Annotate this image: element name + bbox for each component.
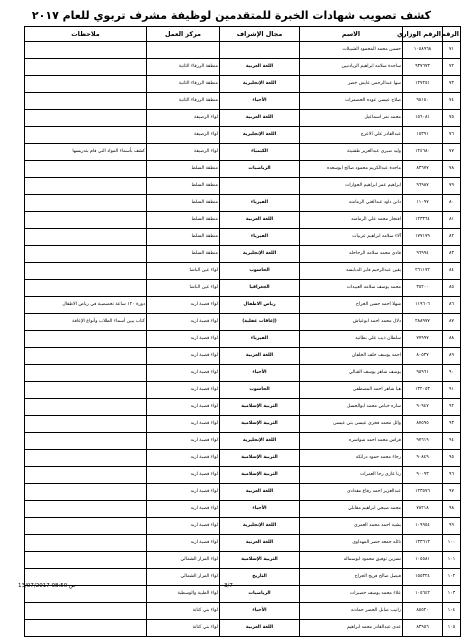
cell-name: محمد نمر اسماعيل bbox=[300, 110, 403, 127]
cell-work-center: لواء بني كنانة bbox=[147, 603, 220, 620]
cell-supervision-field: الفيزياء bbox=[220, 195, 300, 212]
cell-ministry-id: ١٧٧١٧٩ bbox=[403, 229, 443, 246]
cell-supervision-field: الرياضيات bbox=[220, 586, 300, 603]
cell-name: رانيب صابل الخضر حمادنه bbox=[300, 603, 403, 620]
cell-notes bbox=[25, 603, 147, 620]
column-header-seq: الرقم bbox=[443, 27, 461, 42]
cell-work-center: لواء قصبة اربد bbox=[147, 399, 220, 416]
cell-name: دلال محمد احمد ابوعياش bbox=[300, 314, 403, 331]
cell-work-center: لواء قصبة اربد bbox=[147, 501, 220, 518]
cell-work-center: لواء قصبة اربد bbox=[147, 314, 220, 331]
cell-notes bbox=[25, 42, 147, 59]
table-row bbox=[25, 620, 461, 637]
cell-notes bbox=[25, 127, 147, 144]
table-row bbox=[25, 586, 461, 603]
cell-ministry-id: ١٠٥٦٤٢ bbox=[403, 586, 443, 603]
cell-seq: ١٠٥ bbox=[443, 620, 461, 637]
cell-notes: كتاب يبين أسماء الطلاب وأنواع الإعاقة bbox=[25, 314, 147, 331]
cell-ministry-id: ٢٨٨٩٧٧ bbox=[403, 314, 443, 331]
cell-name: دانن داود عبدالغني الرمامنه bbox=[300, 195, 403, 212]
column-header-work-center: مركز العمل bbox=[147, 27, 220, 42]
table-row bbox=[25, 348, 461, 365]
cell-supervision-field: التاريخ bbox=[220, 569, 300, 586]
cell-ministry-id: ٨٣٩٥٦ bbox=[403, 620, 443, 637]
cell-notes bbox=[25, 365, 147, 382]
cell-name: رنا غازي رجا العمرات bbox=[300, 467, 403, 484]
cell-work-center: لواء قصبة اربد bbox=[147, 535, 220, 552]
cell-supervision-field: اللغة الإنجليزية bbox=[220, 246, 300, 263]
cell-seq: ٨٥ bbox=[443, 280, 461, 297]
table-row bbox=[25, 110, 461, 127]
cell-ministry-id: ٨٥٥٢٠ bbox=[403, 603, 443, 620]
cell-work-center: لواء قصبة اربد bbox=[147, 331, 220, 348]
cell-supervision-field: الفيزياء bbox=[220, 331, 300, 348]
cell-work-center: منطقة الزرقاء الثانية bbox=[147, 76, 220, 93]
cell-seq: ٩٥ bbox=[443, 450, 461, 467]
cell-name: علاء محمد يوسف خصبرات bbox=[300, 586, 403, 603]
cell-seq: ٩٢ bbox=[443, 399, 461, 416]
cell-ministry-id: ١٣٣٦١٣ bbox=[403, 535, 443, 552]
cell-seq: ٧٦ bbox=[443, 127, 461, 144]
cell-seq: ١٠٢ bbox=[443, 569, 461, 586]
cell-work-center: لواء عين الباشا bbox=[147, 280, 220, 297]
cell-name: ساره خباص محمد ابوالحسل bbox=[300, 399, 403, 416]
table-row bbox=[25, 382, 461, 399]
cell-notes bbox=[25, 178, 147, 195]
table-row bbox=[25, 467, 461, 484]
cell-seq: ٨٨ bbox=[443, 331, 461, 348]
cell-notes bbox=[25, 535, 147, 552]
cell-supervision-field: اللغة العربية bbox=[220, 620, 300, 637]
table-row bbox=[25, 603, 461, 620]
cell-ministry-id: ٨٧٥٩٥ bbox=[403, 416, 443, 433]
cell-notes: كشف بأسماء المواد التي قام بتدريسها bbox=[25, 144, 147, 161]
cell-name: يوسف شاهر يوسف القبالي bbox=[300, 365, 403, 382]
cell-notes bbox=[25, 59, 147, 76]
cell-seq: ١٠٠ bbox=[443, 535, 461, 552]
cell-ministry-id: ٩٥١٥٠ bbox=[403, 93, 443, 110]
cell-name: رجاء محمد حمود دراتكه bbox=[300, 450, 403, 467]
cell-ministry-id: ١٠٩٩٥٤ bbox=[403, 518, 443, 535]
table-header bbox=[25, 27, 461, 42]
cell-work-center: لواء الطيبة والوسطية bbox=[147, 586, 220, 603]
cell-work-center: لواء الرصيفة bbox=[147, 110, 220, 127]
cell-supervision-field: (إعاقات عقلية) bbox=[220, 314, 300, 331]
cell-ministry-id: ٨٠٥٣٧ bbox=[403, 348, 443, 365]
cell-work-center: لواء قصبة اربد bbox=[147, 484, 220, 501]
cell-name: محمد يوسف سلامه العبيدات bbox=[300, 280, 403, 297]
table-row bbox=[25, 552, 461, 569]
cell-seq: ٧٣ bbox=[443, 76, 461, 93]
cell-supervision-field: التربية الإسلامية bbox=[220, 552, 300, 569]
cell-notes bbox=[25, 161, 147, 178]
cell-ministry-id: ٨٣٦٧٧ bbox=[403, 161, 443, 178]
cell-work-center: لواء بني كنانة bbox=[147, 620, 220, 637]
cell-work-center: منطقة السلط bbox=[147, 195, 220, 212]
cell-ministry-id: ٢٦١١٧٢ bbox=[403, 263, 443, 280]
cell-seq: ٨٦ bbox=[443, 297, 461, 314]
table-row bbox=[25, 161, 461, 178]
cell-notes: دورة ١٢٠ ساعة تخصصية في رياض الاطفال bbox=[25, 297, 147, 314]
cell-ministry-id: ١٥٥٣٢٤ bbox=[403, 569, 443, 586]
cell-supervision-field: الرياضيات bbox=[220, 161, 300, 178]
cell-work-center: لواء عين الباشا bbox=[147, 263, 220, 280]
cell-ministry-id: ١٥٣٩١ bbox=[403, 127, 443, 144]
cell-seq: ٨٧ bbox=[443, 314, 461, 331]
cell-supervision-field bbox=[220, 178, 300, 195]
cell-seq: ٩٣ bbox=[443, 416, 461, 433]
table-row bbox=[25, 263, 461, 280]
cell-notes bbox=[25, 620, 147, 637]
table-row bbox=[25, 569, 461, 586]
cell-name: هيا شاهر احمد المصطفى bbox=[300, 382, 403, 399]
cell-name: عدي عبدالقادر محمد ابراهيم bbox=[300, 620, 403, 637]
cell-ministry-id: ٧٨٢١٨ bbox=[403, 501, 443, 518]
cell-supervision-field: الأحياء bbox=[220, 603, 300, 620]
table-row bbox=[25, 59, 461, 76]
cell-supervision-field: الأحياء bbox=[220, 93, 300, 110]
cell-ministry-id: ٩٧٦١٩ bbox=[403, 433, 443, 450]
cell-work-center: لواء قصبة اربد bbox=[147, 297, 220, 314]
cell-seq: ٩٨ bbox=[443, 501, 461, 518]
cell-name: نسرين توفيق محمود ابوسماله bbox=[300, 552, 403, 569]
cell-ministry-id: ١٠٥٥٨١ bbox=[403, 552, 443, 569]
cell-supervision-field: اللغة العربية bbox=[220, 484, 300, 501]
table-row bbox=[25, 76, 461, 93]
cell-ministry-id: ٩٦٩٨٧ bbox=[403, 178, 443, 195]
cell-work-center: لواء المزار الشمالي bbox=[147, 569, 220, 586]
footer-page-number: 3/7 bbox=[224, 583, 233, 589]
cell-ministry-id: ٧٧٩٩٧ bbox=[403, 331, 443, 348]
cell-seq: ٩٤ bbox=[443, 433, 461, 450]
cell-seq: ٨١ bbox=[443, 212, 461, 229]
cell-supervision-field: اللغة الإنجليزية bbox=[220, 76, 300, 93]
cell-supervision-field: الحاسوب bbox=[220, 382, 300, 399]
cell-ministry-id: ١٠٥٨٩٦٨ bbox=[403, 42, 443, 59]
cell-ministry-id: ٩٦٩٩٤ bbox=[403, 246, 443, 263]
cell-notes bbox=[25, 280, 147, 297]
cell-seq: ١٠٤ bbox=[443, 603, 461, 620]
cell-name: فراس محمد احمد شواشره bbox=[300, 433, 403, 450]
cell-notes bbox=[25, 416, 147, 433]
cell-work-center: منطقة السلط bbox=[147, 246, 220, 263]
table-row bbox=[25, 127, 461, 144]
cell-work-center: لواء المزار الشمالي bbox=[147, 552, 220, 569]
cell-name: نائله جمعه خضر المهداوي bbox=[300, 535, 403, 552]
cell-ministry-id: ١٢٣٣٦٤ bbox=[403, 212, 443, 229]
cell-supervision-field: التربية الإسلامية bbox=[220, 450, 300, 467]
cell-supervision-field bbox=[220, 42, 300, 59]
table-row bbox=[25, 399, 461, 416]
table-body bbox=[25, 42, 461, 637]
table-row bbox=[25, 144, 461, 161]
cell-seq: ٨٤ bbox=[443, 263, 461, 280]
cell-supervision-field: التربية الإسلامية bbox=[220, 399, 300, 416]
cell-name: حسين محمد المحمود الشبيلات bbox=[300, 42, 403, 59]
cell-notes bbox=[25, 382, 147, 399]
cell-ministry-id: ١٥٦٠٨١ bbox=[403, 110, 443, 127]
cell-ministry-id: ٩٠٨٤٩ bbox=[403, 450, 443, 467]
cell-notes bbox=[25, 212, 147, 229]
cell-name: فادي محمد سلامه الرحاحله bbox=[300, 246, 403, 263]
column-header-name: الاسم bbox=[300, 27, 403, 42]
cell-supervision-field: اللغة الإنجليزية bbox=[220, 127, 300, 144]
cell-name: ساجدة سلامه ابراهيم الزيادنيين bbox=[300, 59, 403, 76]
cell-seq: ٧٩ bbox=[443, 178, 461, 195]
cell-work-center: لواء قصبة اربد bbox=[147, 365, 220, 382]
cell-work-center: لواء قصبة اربد bbox=[147, 433, 220, 450]
cell-notes bbox=[25, 484, 147, 501]
table-row bbox=[25, 433, 461, 450]
cell-notes bbox=[25, 518, 147, 535]
cell-notes bbox=[25, 450, 147, 467]
cell-seq: ١٠٣ bbox=[443, 586, 461, 603]
cell-name: عبدالعزيز احمد رفاع مقدادي bbox=[300, 484, 403, 501]
document-title: كشف تصويب شهادات الخبرة للمتقدمين لوظيفة مشرف تربوي للعام ٢٠١٧ bbox=[31, 9, 432, 22]
cell-supervision-field: اللغة العربية bbox=[220, 59, 300, 76]
cell-supervision-field: الأحياء bbox=[220, 365, 300, 382]
cell-supervision-field: اللغة الإنجليزية bbox=[220, 518, 300, 535]
cell-supervision-field: الأحياء bbox=[220, 501, 300, 518]
cell-work-center: منطقة الزرقاء الثانية bbox=[147, 93, 220, 110]
cell-notes bbox=[25, 399, 147, 416]
cell-ministry-id: ٩٣٧٦٧٣ bbox=[403, 59, 443, 76]
cell-seq: ٨٢ bbox=[443, 229, 461, 246]
cell-work-center: لواء قصبة اربد bbox=[147, 450, 220, 467]
cell-notes bbox=[25, 433, 147, 450]
table-row bbox=[25, 365, 461, 382]
table-row bbox=[25, 484, 461, 501]
cell-name: سلطان ذيب علي بطانيه bbox=[300, 331, 403, 348]
table-row bbox=[25, 212, 461, 229]
cell-ministry-id: ٩٥٩٦١ bbox=[403, 365, 443, 382]
cell-name: ابراهيم عمر ابراهيم الحوارات bbox=[300, 178, 403, 195]
cell-work-center: لواء الرصيفة bbox=[147, 144, 220, 161]
cell-supervision-field: الحاسوب bbox=[220, 263, 300, 280]
cell-seq: ٧٧ bbox=[443, 144, 461, 161]
cell-notes bbox=[25, 110, 147, 127]
cell-ministry-id: ١٢٣٥٧٦ bbox=[403, 484, 443, 501]
cell-name: شهلا احمد حسن الجراح bbox=[300, 297, 403, 314]
column-header-supervision-field: مجال الإشراف bbox=[220, 27, 300, 42]
cell-notes bbox=[25, 229, 147, 246]
cell-supervision-field: الفيزياء bbox=[220, 229, 300, 246]
cell-ministry-id: ١٣٢٠٥٣ bbox=[403, 382, 443, 399]
cell-seq: ٩٦ bbox=[443, 467, 461, 484]
cell-work-center: منطقة السلط bbox=[147, 161, 220, 178]
table-row bbox=[25, 535, 461, 552]
cell-notes bbox=[25, 552, 147, 569]
table-row bbox=[25, 331, 461, 348]
cell-name: احمد يوسف خلف الخلفان bbox=[300, 348, 403, 365]
cell-notes bbox=[25, 263, 147, 280]
table-row bbox=[25, 314, 461, 331]
cell-name: صلاح عيسى عوده الخصمرات bbox=[300, 93, 403, 110]
cell-name: وليد صبري عبدالعزيز طشيتة bbox=[300, 144, 403, 161]
cell-name: عبدالقادر علي الاعرج bbox=[300, 127, 403, 144]
cell-seq: ٨٠ bbox=[443, 195, 461, 212]
cell-name: يقين عبدالرحيم فايز الدبابسه bbox=[300, 263, 403, 280]
cell-notes bbox=[25, 93, 147, 110]
cell-ministry-id: ٩٠٠٩٣ bbox=[403, 467, 443, 484]
cell-work-center: لواء قصبة اربد bbox=[147, 518, 220, 535]
cell-seq: ٩٩ bbox=[443, 518, 461, 535]
cell-supervision-field: اللغة العربية bbox=[220, 212, 300, 229]
cell-supervision-field: التربية الإسلامية bbox=[220, 416, 300, 433]
table-row bbox=[25, 450, 461, 467]
table-row bbox=[25, 297, 461, 314]
table-row bbox=[25, 416, 461, 433]
cell-name: بشيه احمد محمد العمري bbox=[300, 518, 403, 535]
table-row bbox=[25, 42, 461, 59]
cell-supervision-field: الجغرافيا bbox=[220, 280, 300, 297]
cell-seq: ٧٨ bbox=[443, 161, 461, 178]
cell-ministry-id: ١١٠٩٧ bbox=[403, 195, 443, 212]
cell-ministry-id: ١١٩٦٠٦ bbox=[403, 297, 443, 314]
cell-notes bbox=[25, 467, 147, 484]
cell-work-center: لواء قصبة اربد bbox=[147, 416, 220, 433]
cell-notes bbox=[25, 246, 147, 263]
cell-notes bbox=[25, 331, 147, 348]
cell-work-center: لواء قصبة اربد bbox=[147, 382, 220, 399]
cell-seq: ٧٢ bbox=[443, 59, 461, 76]
cell-supervision-field: التربية الإسلامية bbox=[220, 467, 300, 484]
cell-ministry-id: ٩٠٩٤٧ bbox=[403, 399, 443, 416]
cell-seq: ٨٩ bbox=[443, 348, 461, 365]
table-row bbox=[25, 178, 461, 195]
cell-name: سها عبدالرحمن عايش خضر bbox=[300, 76, 403, 93]
cell-ministry-id: ١٢٤٦٨٠ bbox=[403, 144, 443, 161]
cell-name: وائل محمد فخري عيسى بني عيسى bbox=[300, 416, 403, 433]
cell-seq: ٧١ bbox=[443, 42, 461, 59]
cell-notes bbox=[25, 348, 147, 365]
cell-work-center: منطقة السلط bbox=[147, 178, 220, 195]
cell-seq: ٩١ bbox=[443, 382, 461, 399]
cell-supervision-field: اللغة العربية bbox=[220, 348, 300, 365]
cell-notes bbox=[25, 501, 147, 518]
cell-work-center: لواء قصبة اربد bbox=[147, 348, 220, 365]
cell-ministry-id: ١٢٧٢٥١ bbox=[403, 76, 443, 93]
column-header-notes: ملاحظات bbox=[25, 27, 147, 42]
table-row bbox=[25, 246, 461, 263]
table-row bbox=[25, 280, 461, 297]
cell-work-center: منطقة السلط bbox=[147, 212, 220, 229]
table-row bbox=[25, 518, 461, 535]
cell-seq: ٧٥ bbox=[443, 110, 461, 127]
cell-name: آلاء سلامه ابراهيم عربيات bbox=[300, 229, 403, 246]
cell-notes bbox=[25, 195, 147, 212]
cell-supervision-field: رياض الاطفال bbox=[220, 297, 300, 314]
cell-supervision-field: اللغة الإنجليزية bbox=[220, 433, 300, 450]
footer-date-time: 13/07/2017 ص 08:50 bbox=[18, 583, 76, 589]
table-row bbox=[25, 93, 461, 110]
cell-work-center: لواء قصبة اربد bbox=[147, 467, 220, 484]
cell-seq: ٩٧ bbox=[443, 484, 461, 501]
cell-name: ماجدة عبدالكريم محمود صالح ابوسعده bbox=[300, 161, 403, 178]
header-row bbox=[25, 27, 461, 42]
cell-work-center bbox=[147, 42, 220, 59]
cell-supervision-field: الكيمياء bbox=[220, 144, 300, 161]
table-row bbox=[25, 195, 461, 212]
cell-work-center: لواء الرصيفة bbox=[147, 127, 220, 144]
table-row bbox=[25, 229, 461, 246]
cell-work-center: منطقة السلط bbox=[147, 229, 220, 246]
cell-seq: ٨٣ bbox=[443, 246, 461, 263]
cell-notes bbox=[25, 76, 147, 93]
table-row bbox=[25, 501, 461, 518]
cell-seq: ٧٤ bbox=[443, 93, 461, 110]
column-header-ministry-id: الرقم الوزاري bbox=[403, 27, 443, 42]
cell-ministry-id: ٣٥٢٠٠ bbox=[403, 280, 443, 297]
cell-name: محمد صبحي ابراهيم مقابلي bbox=[300, 501, 403, 518]
cell-work-center: منطقة الزرقاء الثانية bbox=[147, 59, 220, 76]
cell-seq: ١٠١ bbox=[443, 552, 461, 569]
cell-supervision-field: اللغة العربية bbox=[220, 535, 300, 552]
candidates-table bbox=[24, 26, 461, 637]
cell-name: افتخار محمد علي الرمامنه bbox=[300, 212, 403, 229]
cell-name: فيصل صالح فريح الجراح bbox=[300, 569, 403, 586]
cell-supervision-field: اللغة العربية bbox=[220, 110, 300, 127]
cell-seq: ٩٠ bbox=[443, 365, 461, 382]
